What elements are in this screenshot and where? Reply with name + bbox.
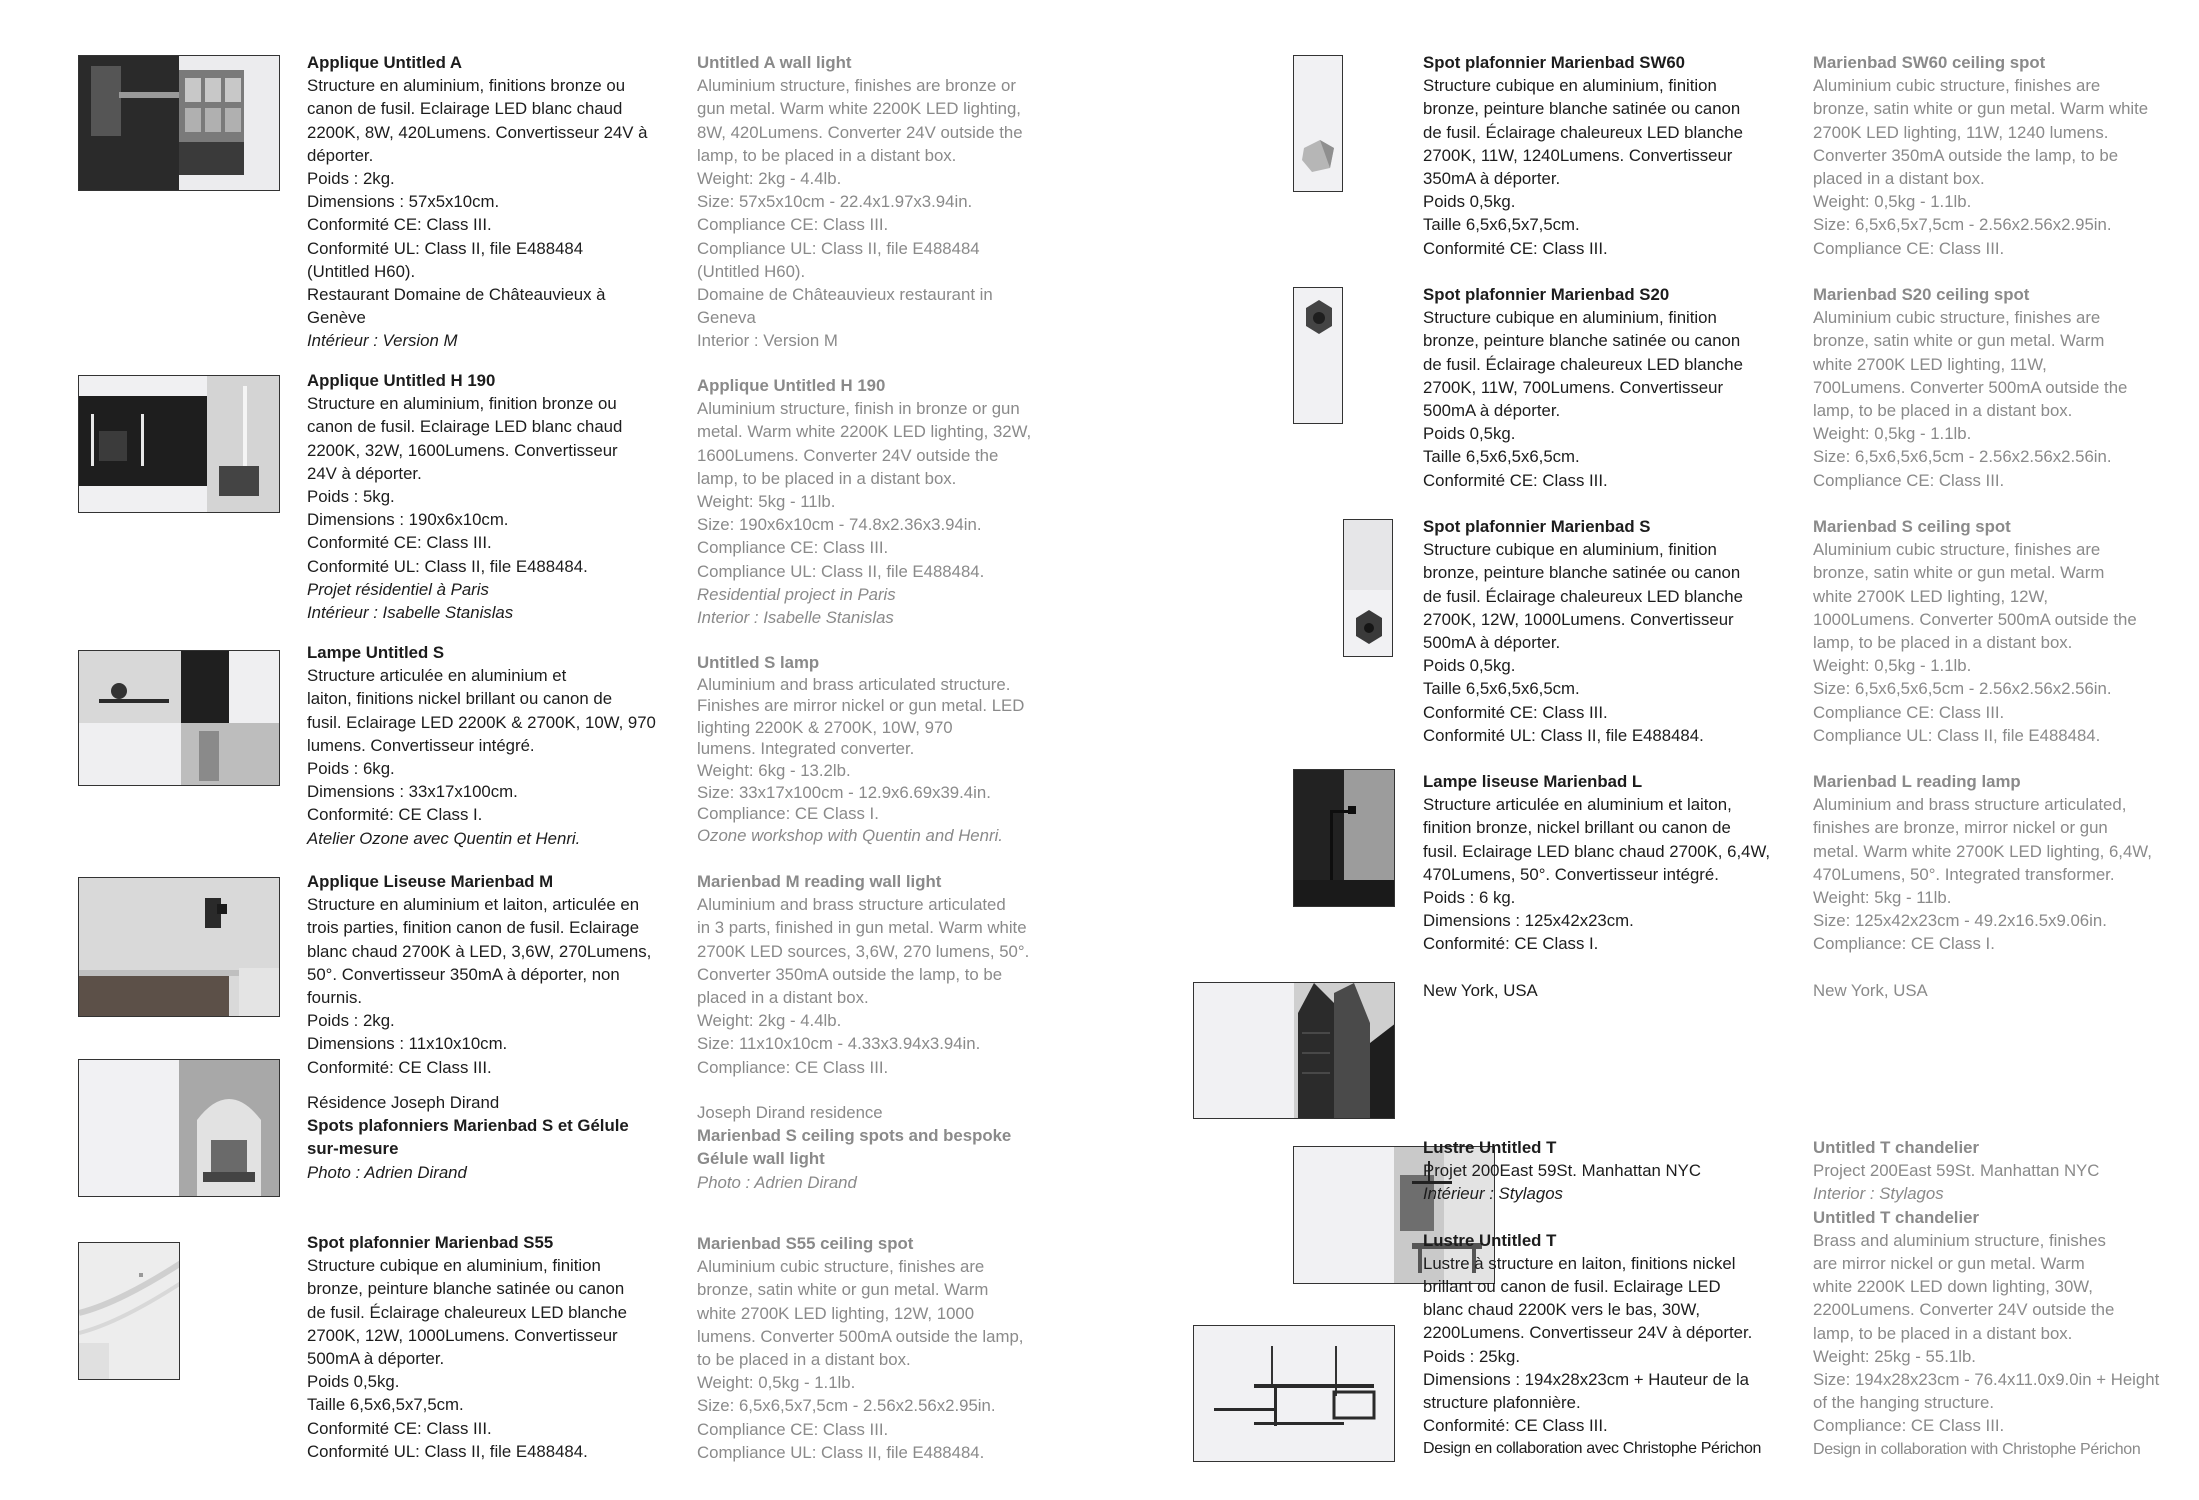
untitled-s-fr xyxy=(307,641,677,850)
text-line: Size: 6,5x6,5x6,5cm - 2.56x2.56x2.56in. xyxy=(1813,679,2112,699)
text-line: Aluminium cubic structure, finishes are xyxy=(1813,308,2101,328)
text-line-italic: Ozone workshop with Quentin and Henri. xyxy=(697,825,1003,845)
text-line: Interior : Version M xyxy=(697,331,838,351)
text-line: Size: 33x17x100cm - 12.9x6.69x39.4in. xyxy=(697,782,991,802)
text-line: fournis. xyxy=(307,988,363,1008)
photo-marienbad-l-lamp xyxy=(1294,770,1395,907)
marienbad-s-fr xyxy=(1423,515,1803,747)
dirand-en-title: Marienbad S ceiling spots and bespoke xyxy=(697,1126,1012,1146)
text-line: Compliance: CE Class III. xyxy=(697,1057,889,1077)
text-line: metal. Warm white 2200K LED lighting, 32W, xyxy=(697,422,1032,442)
marienbad-m-fr xyxy=(307,870,677,1079)
untitled-h190-en-title: Applique Untitled H 190 xyxy=(697,376,886,395)
photo-new-york-towers xyxy=(1194,983,1395,1119)
marienbad-s55-fr-title: Spot plafonnier Marienbad S55 xyxy=(307,1233,554,1252)
text-line: laiton, finitions nickel brillant ou canon de xyxy=(307,689,613,709)
untitled-h190-fr-title: Applique Untitled H 190 xyxy=(307,371,496,390)
text-line: Compliance: CE Class III. xyxy=(1813,1416,2005,1436)
untitled-h190-en xyxy=(697,374,1077,629)
text-line: Conformité: CE Class III. xyxy=(1423,1416,1608,1436)
text-line: de fusil. Éclairage chaleureux LED blanche xyxy=(1423,586,1743,606)
text-line-italic: Residential project in Paris xyxy=(697,584,896,604)
text-line-italic: Atelier Ozone avec Quentin et Henri. xyxy=(307,828,581,848)
text-line: lighting 2200K & 2700K, 10W, 970 xyxy=(697,717,953,737)
text-line: Conformité UL: Class II, file E488484 xyxy=(307,238,584,258)
text-line: gun metal. Warm white 2200K LED lighting, xyxy=(697,99,1021,119)
dirand-fr-title: sur-mesure xyxy=(307,1139,399,1159)
text-line: 470Lumens, 50°. Integrated transformer. xyxy=(1813,864,2115,884)
text-line: lumens. Integrated converter. xyxy=(697,739,915,759)
text-line: 350mA à déporter. xyxy=(1423,169,1561,189)
text-line: Weight: 0,5kg - 1.1lb. xyxy=(1813,192,1972,212)
text-line: Weight: 25kg - 55.1lb. xyxy=(1813,1346,1976,1366)
text-line: (Untitled H60). xyxy=(697,261,806,281)
text-line: Genève xyxy=(307,308,366,328)
text-line: in 3 parts, finished in gun metal. Warm white xyxy=(697,918,1027,938)
marienbad-s55-en-title: Marienbad S55 ceiling spot xyxy=(697,1234,914,1253)
photo-ceiling-moulding xyxy=(79,1243,180,1380)
text-line: canon de fusil. Eclairage LED blanc chaud xyxy=(307,99,623,119)
text-line: finition bronze, nickel brillant ou canon de xyxy=(1423,818,1731,838)
project-line: Projet 200East 59St. Manhattan NYC xyxy=(1423,1161,1701,1181)
text-line: 2200K, 32W, 1600Lumens. Convertisseur xyxy=(307,440,618,460)
text-line: metal. Warm white 2700K LED lighting, 6,4W, xyxy=(1813,841,2152,861)
text-line-italic: Intérieur : Version M xyxy=(307,331,458,351)
text-line: Weight: 0,5kg - 1.1lb. xyxy=(1813,656,1972,676)
thumb-untitled-a xyxy=(78,55,280,191)
text-line: 2700K LED lighting, 11W, 1240 lumens. xyxy=(1813,122,2109,142)
text-line: blanc chaud 2700K à LED, 3,6W, 270Lumens, xyxy=(307,941,652,961)
text-line: blanc chaud 2200K vers le bas, 30W, xyxy=(1423,1300,1701,1320)
text-line: Conformité: CE Class III. xyxy=(307,1057,492,1077)
text-line: bronze, peinture blanche satinée ou canon xyxy=(1423,99,1741,119)
thumb-new-york xyxy=(1193,982,1395,1119)
text-line: de fusil. Éclairage chaleureux LED blanche xyxy=(1423,122,1743,142)
marienbad-sw60-en-title: Marienbad SW60 ceiling spot xyxy=(1813,53,2046,72)
untitled-h190-fr xyxy=(307,369,677,624)
text-line: Poids : 25kg. xyxy=(1423,1346,1521,1366)
text-line: placed in a distant box. xyxy=(1813,169,1985,189)
thumb-dirand-residence xyxy=(78,1059,280,1197)
text-line: 2700K, 12W, 1000Lumens. Convertisseur xyxy=(1423,609,1734,629)
left-page xyxy=(0,0,1099,1500)
text-line: Size: 6,5x6,5x7,5cm - 2.56x2.56x2.95in. xyxy=(697,1396,996,1416)
text-line-italic: Photo : Adrien Dirand xyxy=(307,1162,467,1182)
text-line-italic: Photo : Adrien Dirand xyxy=(697,1172,857,1192)
text-line: Poids 0,5kg. xyxy=(1423,424,1516,444)
text-line: Size: 6,5x6,5x7,5cm - 2.56x2.56x2.95in. xyxy=(1813,215,2112,235)
text-line: 500mA à déporter. xyxy=(307,1349,445,1369)
text-line: Structure en aluminium, finition bronze ou xyxy=(307,394,617,414)
text-line: Structure cubique en aluminium, finition xyxy=(1423,76,1717,96)
text-line-italic: Interior : Isabelle Stanislas xyxy=(697,608,894,628)
thumb-marienbad-s xyxy=(1343,519,1393,657)
text-line: 2200Lumens. Converter 24V outside the xyxy=(1813,1300,2115,1320)
marienbad-s20-en-title: Marienbad S20 ceiling spot xyxy=(1813,285,2030,304)
text-line: Conformité CE: Class III. xyxy=(1423,238,1608,258)
text-line: 2700K LED sources, 3,6W, 270 lumens, 50°. xyxy=(697,941,1030,961)
photo-s-spot xyxy=(1344,520,1393,657)
marienbad-l-en-title: Marienbad L reading lamp xyxy=(1813,772,2021,791)
text-line: Converter 350mA outside the lamp, to be xyxy=(697,964,1003,984)
thumb-untitled-t-chandelier xyxy=(1193,1325,1395,1462)
text-line: Aluminium and brass structure articulated, xyxy=(1813,795,2127,815)
thumb-marienbad-l xyxy=(1293,769,1395,907)
marienbad-s20-fr-title: Spot plafonnier Marienbad S20 xyxy=(1423,285,1670,304)
text-line: 1000Lumens. Converter 500mA outside the xyxy=(1813,609,2137,629)
text-line: Brass and aluminium structure, finishes xyxy=(1813,1230,2106,1250)
text-line: lamp, to be placed in a distant box. xyxy=(1813,633,2073,653)
photo-residential-paris xyxy=(79,376,280,513)
marienbad-l-en xyxy=(1813,770,2199,1002)
thumb-untitled-h190 xyxy=(78,375,280,513)
text-line: de fusil. Éclairage chaleureux LED blanche xyxy=(307,1302,627,1322)
text-line: Weight: 2kg - 4.4lb. xyxy=(697,169,842,189)
text-line: lumens. Converter 500mA outside the lamp, xyxy=(697,1326,1024,1346)
place-line: Joseph Dirand residence xyxy=(697,1103,883,1122)
text-line: to be placed in a distant box. xyxy=(697,1350,911,1370)
text-line: Poids 0,5kg. xyxy=(1423,192,1516,212)
text-line: 470Lumens, 50°. Convertisseur intégré. xyxy=(1423,864,1719,884)
text-line: Structure articulée en aluminium et xyxy=(307,666,567,686)
text-line: Size: 194x28x23cm - 76.4x11.0x9.0in + Height xyxy=(1813,1370,2160,1390)
text-line: Compliance CE: Class III. xyxy=(697,1419,889,1439)
text-line: Dimensions : 125x42x23cm. xyxy=(1423,911,1634,931)
text-line: Compliance UL: Class II, file E488484. xyxy=(697,1442,985,1462)
thumb-marienbad-s20 xyxy=(1293,287,1343,424)
text-line: Structure cubique en aluminium, finition xyxy=(307,1256,601,1276)
text-line: Dimensions : 194x28x23cm + Hauteur de la xyxy=(1423,1369,1750,1389)
text-line: Aluminium and brass structure articulated xyxy=(697,895,1006,915)
place-line: New York, USA xyxy=(1423,980,1538,1000)
text-line: are mirror nickel or gun metal. Warm xyxy=(1813,1254,2085,1274)
text-line: Conformité UL: Class II, file E488484. xyxy=(307,556,588,576)
text-line: canon de fusil. Eclairage LED blanc chaud xyxy=(307,417,623,437)
place-line: New York, USA xyxy=(1813,980,1928,1000)
marienbad-s55-fr xyxy=(307,1231,677,1463)
text-line: Size: 57x5x10cm - 22.4x1.97x3.94in. xyxy=(697,192,973,212)
text-line: of the hanging structure. xyxy=(1813,1393,1994,1413)
text-line: Poids : 2kg. xyxy=(307,169,395,189)
text-line: 700Lumens. Converter 500mA outside the xyxy=(1813,377,2128,397)
text-line: Conformité CE: Class III. xyxy=(1423,470,1608,490)
untitled-t-en-title-2: Untitled T chandelier xyxy=(1813,1207,1979,1227)
text-line: placed in a distant box. xyxy=(697,988,869,1008)
text-line: 2200Lumens. Convertisseur 24V à déporter. xyxy=(1423,1323,1753,1343)
text-line: Poids : 6 kg. xyxy=(1423,888,1516,908)
text-line: Compliance: CE Class I. xyxy=(697,804,879,824)
text-line: 8W, 420Lumens. Converter 24V outside the xyxy=(697,122,1023,142)
text-line: Poids 0,5kg. xyxy=(1423,656,1516,676)
design-credit: Design in collaboration with Christophe Périchon xyxy=(1813,1440,2141,1458)
text-line-italic: Projet résidentiel à Paris xyxy=(307,579,489,599)
text-line: Conformité CE: Class III. xyxy=(307,215,492,235)
marienbad-l-fr xyxy=(1423,770,1803,1002)
photo-s20-spot xyxy=(1294,288,1343,424)
text-line: Structure cubique en aluminium, finition xyxy=(1423,308,1717,328)
text-line: Poids : 5kg. xyxy=(307,487,395,507)
text-line: 2700K, 11W, 700Lumens. Convertisseur xyxy=(1423,377,1724,397)
photo-marienbad-m-wall xyxy=(79,878,280,1017)
text-line: Dimensions : 33x17x100cm. xyxy=(307,782,518,802)
text-line: Conformité UL: Class II, file E488484. xyxy=(307,1441,588,1461)
text-line: Taille 6,5x6,5x6,5cm. xyxy=(1423,447,1580,467)
text-line: Aluminium cubic structure, finishes are xyxy=(1813,76,2101,96)
text-line: Geneva xyxy=(697,308,756,328)
text-line: brillant ou canon de fusil. Eclairage LED xyxy=(1423,1277,1721,1297)
text-line: Compliance UL: Class II, file E488484. xyxy=(697,561,985,581)
text-line: lumens. Convertisseur intégré. xyxy=(307,735,535,755)
text-line: Dimensions : 11x10x10cm. xyxy=(307,1034,508,1054)
text-line: bronze, peinture blanche satinée ou canon xyxy=(307,1279,625,1299)
project-line: Project 200East 59St. Manhattan NYC xyxy=(1813,1161,2100,1181)
photo-restaurant-facade xyxy=(79,56,280,191)
text-line: Dimensions : 190x6x10cm. xyxy=(307,510,509,530)
photo-atelier-ozone xyxy=(79,651,280,786)
text-line: Aluminium cubic structure, finishes are xyxy=(697,1257,985,1277)
marienbad-m-en-title: Marienbad M reading wall light xyxy=(697,872,942,891)
untitled-t-en xyxy=(1813,1136,2199,1461)
untitled-t-en-title: Untitled T chandelier xyxy=(1813,1138,1979,1157)
marienbad-s20-fr xyxy=(1423,283,1803,492)
text-line: Taille 6,5x6,5x7,5cm. xyxy=(1423,215,1580,235)
text-line: Restaurant Domaine de Châteauvieux à xyxy=(307,285,606,305)
text-line: Compliance CE: Class III. xyxy=(1813,702,2005,722)
text-line: Lustre à structure en laiton, finitions nickel xyxy=(1423,1253,1736,1273)
photo-sw60-spot xyxy=(1294,56,1343,192)
untitled-a-en-title: Untitled A wall light xyxy=(697,53,852,72)
text-line: Size: 125x42x23cm - 49.2x16.5x9.06in. xyxy=(1813,911,2107,931)
text-line: Weight: 0,5kg - 1.1lb. xyxy=(697,1373,856,1393)
text-line: Weight: 5kg - 11lb. xyxy=(1813,888,1952,908)
untitled-s-fr-title: Lampe Untitled S xyxy=(307,643,445,662)
text-line: Poids : 6kg. xyxy=(307,759,395,779)
text-line: Conformité: CE Class I. xyxy=(307,805,483,825)
text-line: white 2700K LED lighting, 11W, xyxy=(1813,354,2047,374)
text-line: Size: 190x6x10cm - 74.8x2.36x3.94in. xyxy=(697,515,982,535)
photo-chandelier xyxy=(1194,1326,1395,1462)
photo-dirand-arch xyxy=(79,1060,280,1197)
design-credit: Design en collaboration avec Christophe Périchon xyxy=(1423,1440,1762,1458)
text-line: Weight: 2kg - 4.4lb. xyxy=(697,1011,842,1031)
text-line: Weight: 0,5kg - 1.1lb. xyxy=(1813,424,1972,444)
text-line: Taille 6,5x6,5x6,5cm. xyxy=(1423,679,1580,699)
text-line: Converter 350mA outside the lamp, to be xyxy=(1813,145,2119,165)
text-line: Compliance: CE Class I. xyxy=(1813,934,1995,954)
text-line: Weight: 6kg - 13.2lb. xyxy=(697,760,851,780)
text-line: Compliance CE: Class III. xyxy=(1813,238,2005,258)
text-line: lamp, to be placed in a distant box. xyxy=(1813,1323,2073,1343)
text-line: lamp, to be placed in a distant box. xyxy=(697,145,957,165)
interior-line: Interior : Stylagos xyxy=(1813,1184,1944,1204)
text-line: fusil. Eclairage LED 2200K & 2700K, 10W, 970 xyxy=(307,712,656,732)
text-line: Size: 6,5x6,5x6,5cm - 2.56x2.56x2.56in. xyxy=(1813,447,2112,467)
text-line: Aluminium and brass articulated structure. xyxy=(697,674,1011,694)
text-line: lamp, to be placed in a distant box. xyxy=(1813,401,2073,421)
text-line: Conformité CE: Class III. xyxy=(307,533,492,553)
untitled-t-fr-title-2: Lustre Untitled T xyxy=(1423,1230,1557,1250)
text-line: bronze, satin white or gun metal. Warm xyxy=(1813,563,2105,583)
text-line: Conformité CE: Class III. xyxy=(307,1418,492,1438)
dirand-fr xyxy=(307,1091,677,1184)
text-line: trois parties, finition canon de fusil. Eclairage xyxy=(307,918,640,938)
text-line: 500mA à déporter. xyxy=(1423,633,1561,653)
dirand-en-title: Gélule wall light xyxy=(697,1149,825,1169)
thumb-marienbad-sw60 xyxy=(1293,55,1343,192)
text-line: Structure en aluminium et laiton, articulée en xyxy=(307,895,640,915)
untitled-t-fr-title: Lustre Untitled T xyxy=(1423,1138,1557,1157)
marienbad-sw60-fr xyxy=(1423,51,1803,260)
text-line: Aluminium structure, finish in bronze or gun xyxy=(697,399,1020,419)
marienbad-s-en-title: Marienbad S ceiling spot xyxy=(1813,517,2011,536)
text-line: Compliance CE: Class III. xyxy=(697,215,889,235)
dirand-en xyxy=(697,1101,1077,1194)
dirand-fr-title: Spots plafonniers Marienbad S et Gélule xyxy=(307,1116,629,1136)
untitled-s-en xyxy=(697,652,1077,846)
interior-line: Intérieur : Stylagos xyxy=(1423,1184,1563,1204)
text-line: 2700K, 11W, 1240Lumens. Convertisseur xyxy=(1423,145,1733,165)
text-line: 2700K, 12W, 1000Lumens. Convertisseur xyxy=(307,1325,618,1345)
text-line: déporter. xyxy=(307,145,374,165)
text-line-italic: Intérieur : Isabelle Stanislas xyxy=(307,603,514,623)
text-line: Structure cubique en aluminium, finition xyxy=(1423,540,1717,560)
text-line: Conformité CE: Class III. xyxy=(1423,702,1608,722)
marienbad-l-fr-title: Lampe liseuse Marienbad L xyxy=(1423,772,1643,791)
place-line: Résidence Joseph Dirand xyxy=(307,1093,500,1112)
text-line: Compliance CE: Class III. xyxy=(697,538,889,558)
marienbad-m-en xyxy=(697,870,1077,1079)
thumb-untitled-s xyxy=(78,650,280,786)
untitled-a-fr xyxy=(307,51,677,353)
text-line: 1600Lumens. Converter 24V outside the xyxy=(697,445,999,465)
text-line: Weight: 5kg - 11lb. xyxy=(697,492,836,512)
right-page xyxy=(1100,0,2199,1500)
text-line: Finishes are mirror nickel or gun metal. LED xyxy=(697,696,1025,716)
text-line: bronze, satin white or gun metal. Warm xyxy=(1813,331,2105,351)
text-line: white 2700K LED lighting, 12W, 1000 xyxy=(697,1303,975,1323)
text-line: Compliance CE: Class III. xyxy=(1813,470,2005,490)
marienbad-s-fr-title: Spot plafonnier Marienbad S xyxy=(1423,517,1651,536)
thumb-marienbad-m xyxy=(78,877,280,1017)
text-line: Aluminium structure, finishes are bronze or xyxy=(697,76,1016,96)
text-line: bronze, satin white or gun metal. Warm xyxy=(697,1280,989,1300)
marienbad-s-en xyxy=(1813,515,2199,747)
marienbad-m-fr-title: Applique Liseuse Marienbad M xyxy=(307,872,554,891)
text-line: 50°. Convertisseur 350mA à déporter, non xyxy=(307,964,620,984)
text-line: Conformité UL: Class II, file E488484. xyxy=(1423,725,1704,745)
text-line: Dimensions : 57x5x10cm. xyxy=(307,192,500,212)
text-line: 500mA à déporter. xyxy=(1423,401,1561,421)
untitled-t-fr xyxy=(1423,1136,1803,1461)
text-line: Conformité: CE Class I. xyxy=(1423,934,1599,954)
text-line: 24V à déporter. xyxy=(307,463,422,483)
text-line: (Untitled H60). xyxy=(307,261,416,281)
text-line: 2200K, 8W, 420Lumens. Convertisseur 24V à xyxy=(307,122,648,142)
marienbad-sw60-fr-title: Spot plafonnier Marienbad SW60 xyxy=(1423,53,1686,72)
text-line: Compliance UL: Class II, file E488484. xyxy=(1813,725,2101,745)
text-line: lamp, to be placed in a distant box. xyxy=(697,468,957,488)
untitled-s-en-title: Untitled S lamp xyxy=(697,653,820,672)
text-line: Compliance UL: Class II, file E488484 xyxy=(697,238,980,258)
text-line: Poids 0,5kg. xyxy=(307,1372,400,1392)
text-line: Aluminium cubic structure, finishes are xyxy=(1813,540,2101,560)
text-line: Domaine de Châteauvieux restaurant in xyxy=(697,285,993,305)
text-line: white 2700K LED lighting, 12W, xyxy=(1813,586,2049,606)
text-line: Taille 6,5x6,5x7,5cm. xyxy=(307,1395,464,1415)
text-line: bronze, peinture blanche satinée ou canon xyxy=(1423,563,1741,583)
marienbad-sw60-en xyxy=(1813,51,2199,260)
untitled-a-fr-title: Applique Untitled A xyxy=(307,53,463,72)
text-line: Poids : 2kg. xyxy=(307,1011,395,1031)
untitled-a-en xyxy=(697,51,1077,353)
marienbad-s20-en xyxy=(1813,283,2199,492)
thumb-marienbad-s55 xyxy=(78,1242,180,1380)
text-line: de fusil. Éclairage chaleureux LED blanche xyxy=(1423,354,1743,374)
marienbad-s55-en xyxy=(697,1232,1077,1464)
text-line: finishes are bronze, mirror nickel or gun xyxy=(1813,818,2108,838)
text-line: Structure articulée en aluminium et laiton, xyxy=(1423,795,1732,815)
text-line: bronze, satin white or gun metal. Warm white xyxy=(1813,99,2149,119)
text-line: structure plafonnière. xyxy=(1423,1393,1581,1413)
text-line: fusil. Eclairage LED blanc chaud 2700K, 6,4W, xyxy=(1423,841,1771,861)
text-line: Structure en aluminium, finitions bronze ou xyxy=(307,76,626,96)
text-line: Size: 11x10x10cm - 4.33x3.94x3.94in. xyxy=(697,1034,981,1054)
text-line: white 2200K LED down lighting, 30W, xyxy=(1813,1277,2093,1297)
text-line: bronze, peinture blanche satinée ou canon xyxy=(1423,331,1741,351)
